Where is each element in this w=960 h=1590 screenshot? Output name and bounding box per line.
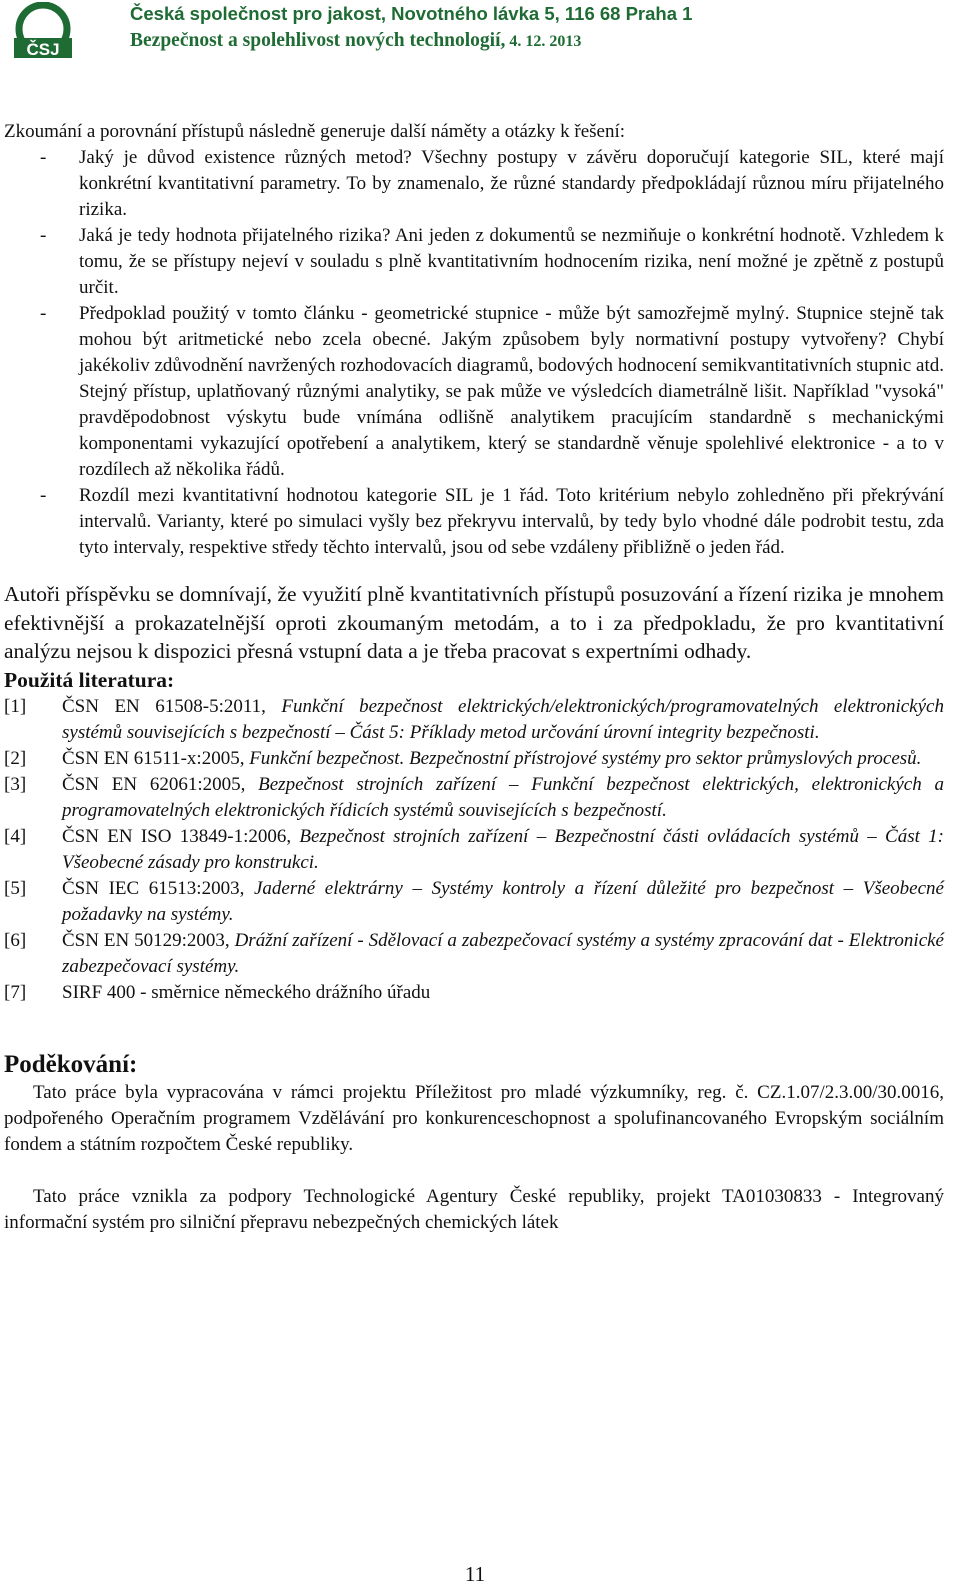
bullet-item: - Rozdíl mezi kvantitativní hodnotou kategorie SIL je 1 řád. Toto kritérium nebylo zohledněno při překrývání intervalů. Varianty, které po simulaci vyšly bez překryvu intervalů, by tedy bylo vhodné dále podrobit testu, zda tyto intervaly, respektive středy těchto intervalů, jsou od sebe vzdáleny přibližně o jeden řád.: [40, 485, 944, 558]
reference-item: [7] SIRF 400 - směrnice německého drážního úřadu: [4, 981, 431, 1003]
page-body: [4, 119, 944, 1236]
csj-logo-icon: [10, 2, 76, 60]
page-number: 11: [464, 1562, 486, 1586]
bullet-item: - Jaký je důvod existence různých metod? Všechny postupy v závěru doporučují kategorie SIL, které mají konkrétní kvantitativní parametry. To by znamenalo, že různé standardy předpokládají různou míru přijatelného rizika.: [40, 147, 944, 220]
svg-text:ČSJ: ČSJ: [26, 40, 60, 59]
conclusion-paragraph: Autoři příspěvku se domnívají, že využití plně kvantitativních přístupů posuzování a řízení rizika je mnohem efektivnější a prokazatelnější oproti zkoumaným metodám, a to i za předpokladu, že pro kvantitativní analýzu nejsou k dispozici přesná vstupní data a je třeba pracovat s expertními odhady.: [4, 582, 944, 663]
bullet-item: - Předpoklad použitý v tomto článku - geometrické stupnice - může být samozřejmě mylný. Stupnice stejně tak mohou být aritmetické nebo zcela obecné. Jakým způsobem byly normativní postupy vytvořeny? Chybí jakékoliv zdůvodnění navržených rozhodovacích diagramů, bodových hodnocení semikvantitativních stupnic atd. Stejný přístup, uplatňovaný různými analytiky, se pak může ve výsledcích diametrálně lišit. Například "vysoká" pravděpodobnost výskytu bude vnímána odlišně analytikem pracujícím standardně s mechanickými komponentami vykazující opotřebení a analytikem, který se standardně věnuje spolehlivé elektronice - a to v rozdílech až několika řádů.: [40, 303, 944, 480]
acknowledgement-heading: Poděkování:: [4, 1050, 138, 1078]
page-header: [0, 0, 960, 62]
header-date: 4. 12. 2013: [505, 33, 582, 50]
header-conference: Bezpečnost a spolehlivost nových technologií, 4. 12. 2013: [130, 30, 582, 51]
acknowledgement-paragraph: Tato práce vznikla za podpory Technologické Agentury České republiky, projekt TA01030833 - Integrovaný informační systém pro silniční přepravu nebezpečných chemických látek: [4, 1185, 944, 1233]
intro-paragraph: Zkoumání a porovnání přístupů následně generuje další náměty a otázky k řešení:: [4, 121, 626, 142]
reference-item: [1] ČSN EN 61508-5:2011, Funkční bezpečnost elektrických/elektronických/programovatelných elektronických systémů souvisejících s bezpečností – Část 5: Příklady metod určování úrovní integrity bezpečnosti.: [4, 695, 944, 743]
header-address: Česká společnost pro jakost, Novotného lávka 5, 116 68 Praha 1: [130, 3, 693, 24]
bullet-item: - Jaká je tedy hodnota přijatelného rizika? Ani jeden z dokumentů se nezmiňuje o konkrétní hodnotě. Vzhledem k tomu, že se přístupy nejeví v souladu s plně kvantitativním hodnocením rizika, není možné je zpětně z postupů určit.: [40, 225, 944, 298]
reference-item: [3] ČSN EN 62061:2005, Bezpečnost strojních zařízení – Funkční bezpečnost elektrických, elektronických a programovatelných elektronických řídicích systémů souvisejících s bezpečností.: [4, 773, 944, 821]
reference-item: [4] ČSN EN ISO 13849-1:2006, Bezpečnost strojních zařízení – Bezpečnostní části ovládacích systémů – Část 1: Všeobecné zásady pro konstrukci.: [4, 825, 944, 873]
reference-item: [2] ČSN EN 61511-x:2005, Funkční bezpečnost. Bezpečnostní přístrojové systémy pro sektor průmyslových procesů.: [4, 747, 922, 769]
literature-heading: Použitá literatura:: [4, 667, 175, 692]
acknowledgement-paragraph: Tato práce byla vypracována v rámci projektu Příležitost pro mladé výzkumníky, reg. č. CZ.1.07/2.3.00/30.0016, podpořeného Operačním programem Vzdělávání pro konkurenceschopnost a spolufinancovaného Evropským sociálním fondem a státním rozpočtem České republiky.: [4, 1081, 944, 1155]
reference-item: [6] ČSN EN 50129:2003, Drážní zařízení - Sdělovací a zabezpečovací systémy a systémy zpracování dat - Elektronické zabezpečovací systémy.: [4, 929, 944, 977]
reference-item: [5] ČSN IEC 61513:2003, Jaderné elektrárny – Systémy kontroly a řízení důležité pro bezpečnost – Všeobecné požadavky na systémy.: [4, 877, 944, 925]
